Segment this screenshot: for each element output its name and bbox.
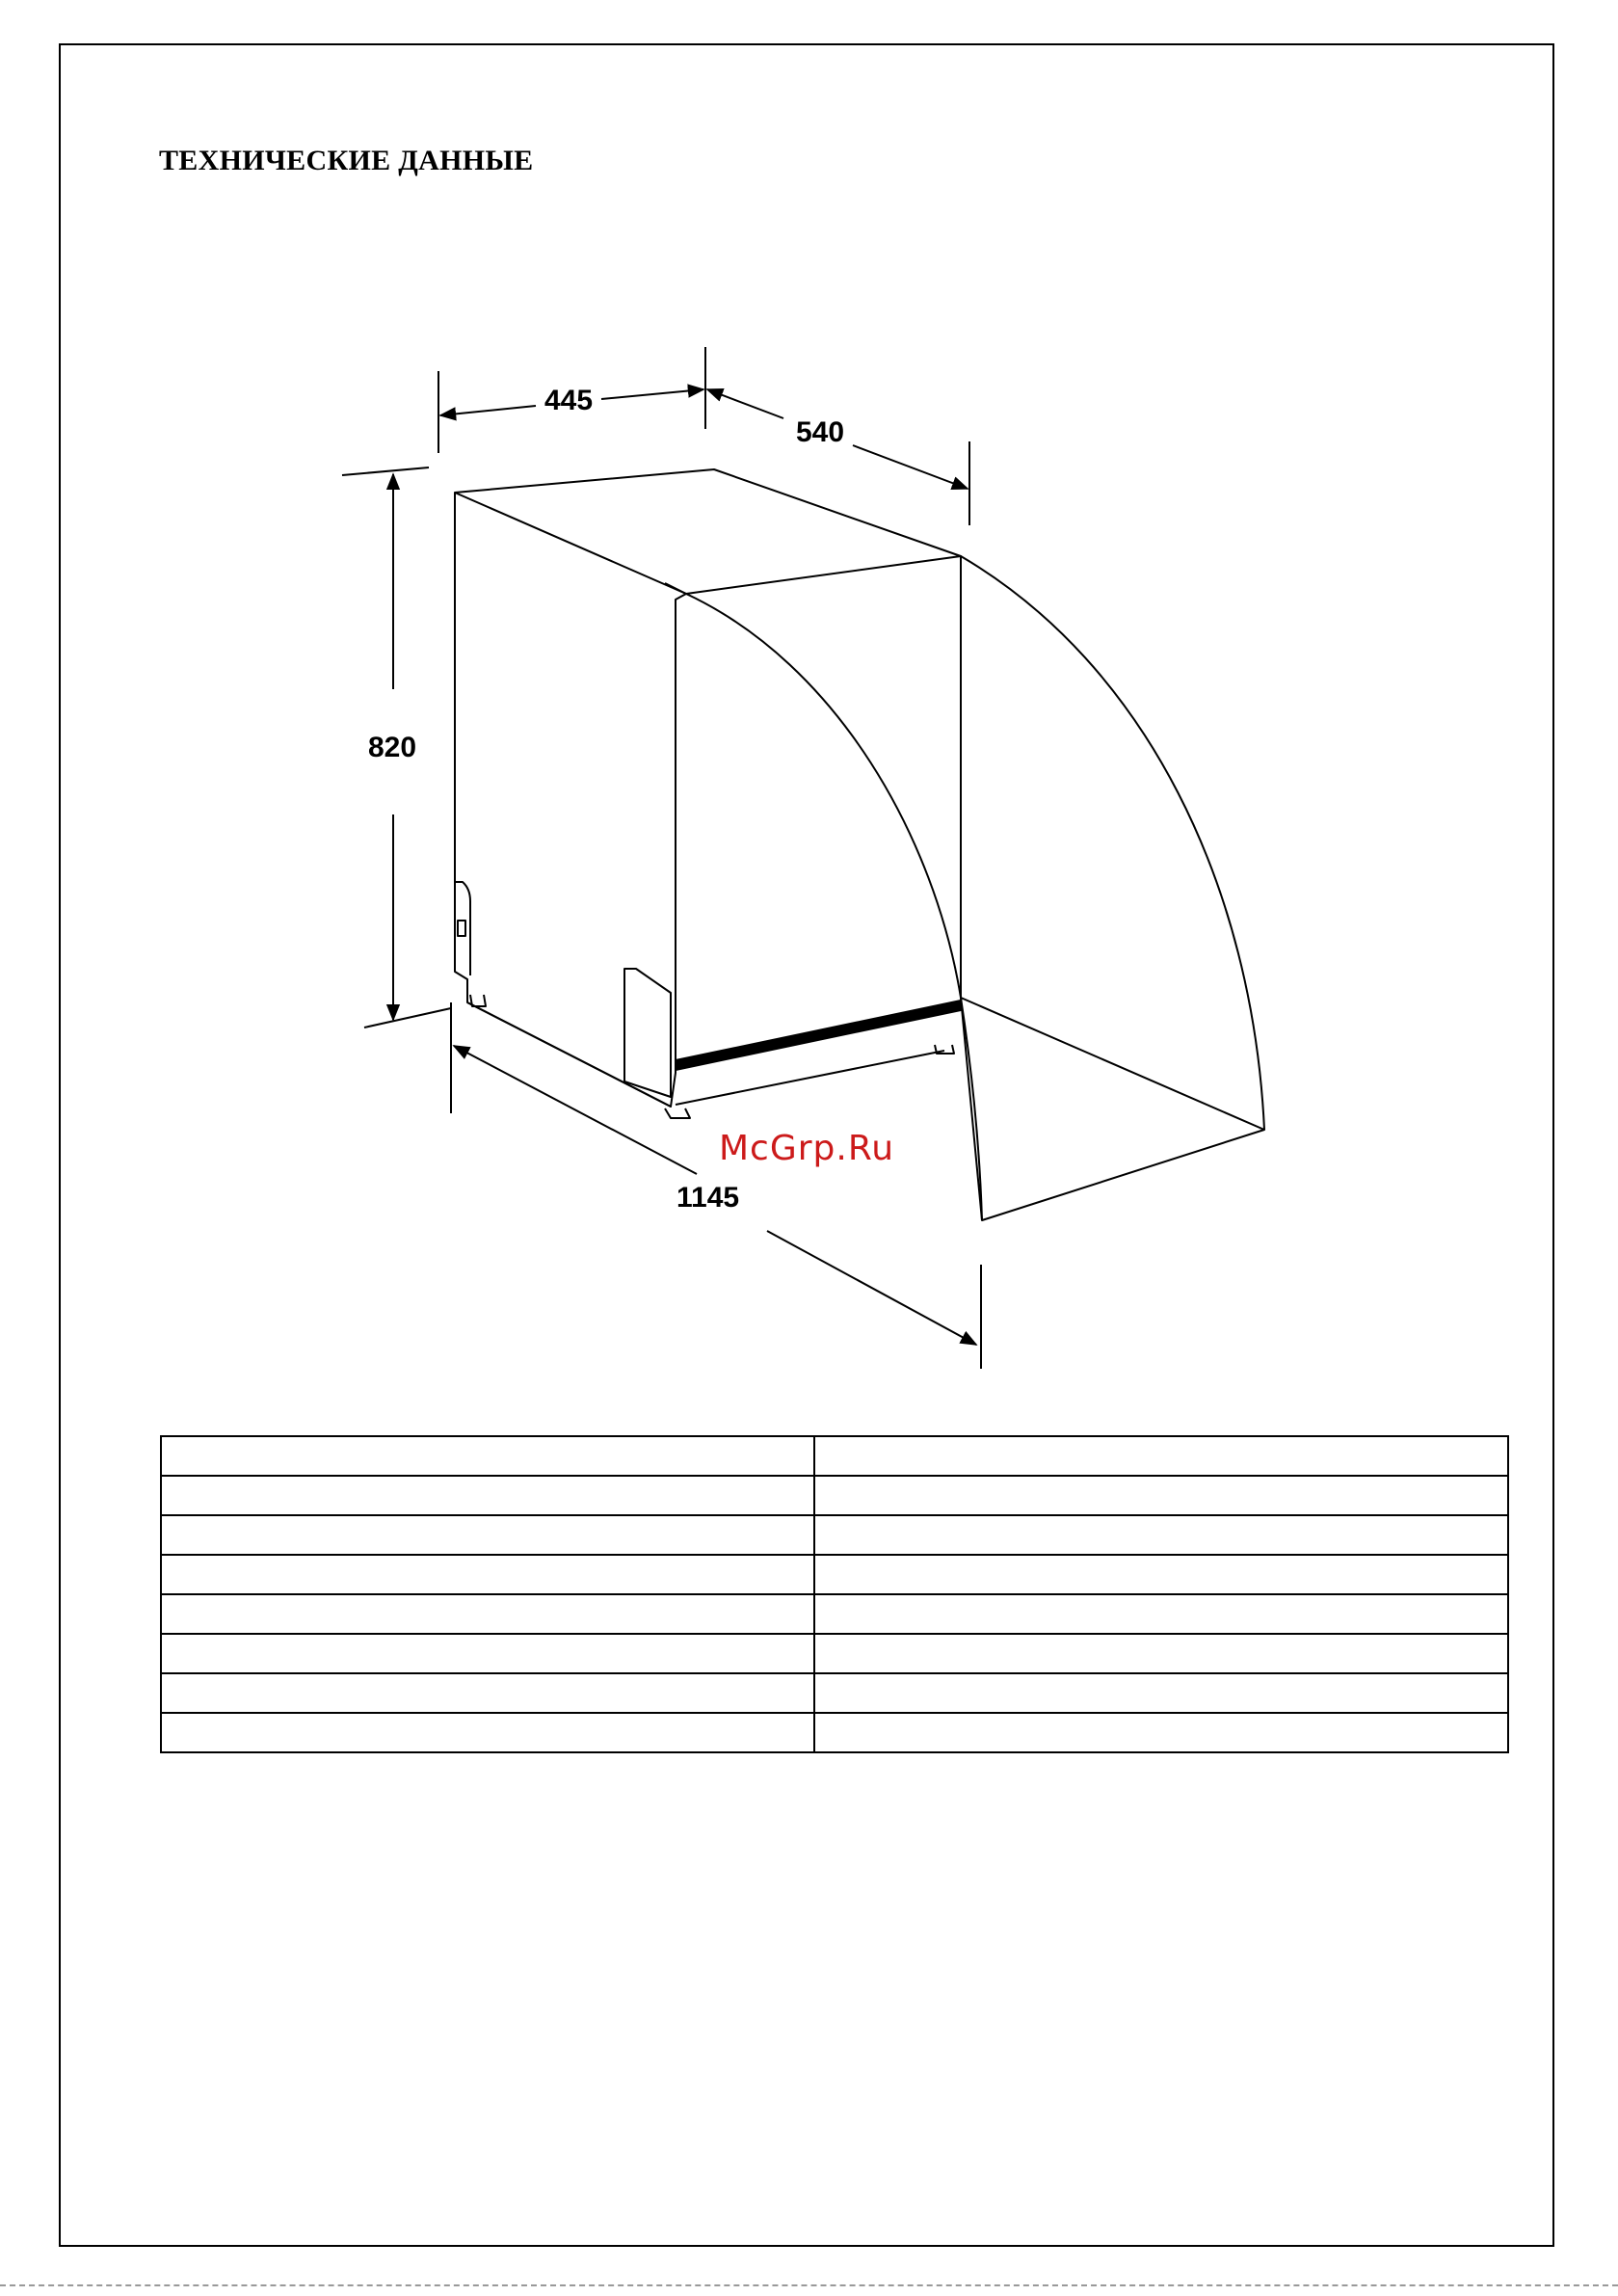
door-open-panel [961, 998, 1264, 1220]
appliance-side-bottom-edge [467, 1002, 671, 1107]
foot-front [665, 1108, 690, 1118]
spec-table [160, 1435, 1509, 1753]
height-dimension-label: 820 [368, 732, 417, 763]
top-corner-tick [665, 583, 686, 594]
bottom-rule [0, 2284, 1618, 2286]
table-row [161, 1594, 1508, 1634]
table-row [161, 1436, 1508, 1476]
spec-value-cell [814, 1713, 1508, 1752]
door-outer-arc [961, 556, 1264, 1130]
width-dimension-label: 445 [544, 385, 594, 416]
table-row [161, 1673, 1508, 1713]
side-connector [458, 921, 465, 936]
height-extension-top [342, 467, 429, 475]
table-row [161, 1476, 1508, 1515]
foot-side [470, 995, 486, 1006]
open-depth-dim-line-b [767, 1231, 976, 1345]
width-dim-line-b [601, 389, 703, 399]
spec-label-cell [161, 1436, 814, 1476]
open-depth-dimension-label: 1145 [676, 1182, 740, 1214]
spec-value-cell [814, 1555, 1508, 1594]
depth-dim-line-b [853, 445, 968, 489]
width-dim-line-a [440, 406, 536, 415]
appliance-top-face [455, 469, 961, 594]
spec-value-cell [814, 1436, 1508, 1476]
table-row [161, 1555, 1508, 1594]
open-depth-dim-line-a [454, 1046, 697, 1174]
spec-value-cell [814, 1634, 1508, 1673]
spec-value-cell [814, 1673, 1508, 1713]
spec-label-cell [161, 1673, 814, 1713]
table-row [161, 1634, 1508, 1673]
door-bottom-strip [676, 1001, 961, 1070]
spec-label-cell [161, 1594, 814, 1634]
door-inner-arc [686, 594, 961, 998]
spec-label-cell [161, 1713, 814, 1752]
table-row [161, 1713, 1508, 1752]
spec-value-cell [814, 1594, 1508, 1634]
appliance-outline [455, 469, 1264, 1220]
spec-label-cell [161, 1515, 814, 1555]
spec-label-cell [161, 1555, 814, 1594]
table-row [161, 1515, 1508, 1555]
dimension-lines [342, 347, 981, 1369]
height-extension-bottom [364, 1008, 451, 1028]
spec-label-cell [161, 1634, 814, 1673]
spec-value-cell [814, 1515, 1508, 1555]
spec-value-cell [814, 1476, 1508, 1515]
spec-label-cell [161, 1476, 814, 1515]
watermark-text: McGrp.Ru [719, 1129, 895, 1168]
page-title: ТЕХНИЧЕСКИЕ ДАННЫЕ [159, 145, 534, 176]
depth-dimension-label: 540 [796, 416, 845, 448]
side-cutout [624, 969, 671, 1097]
depth-dim-line-a [707, 389, 783, 418]
